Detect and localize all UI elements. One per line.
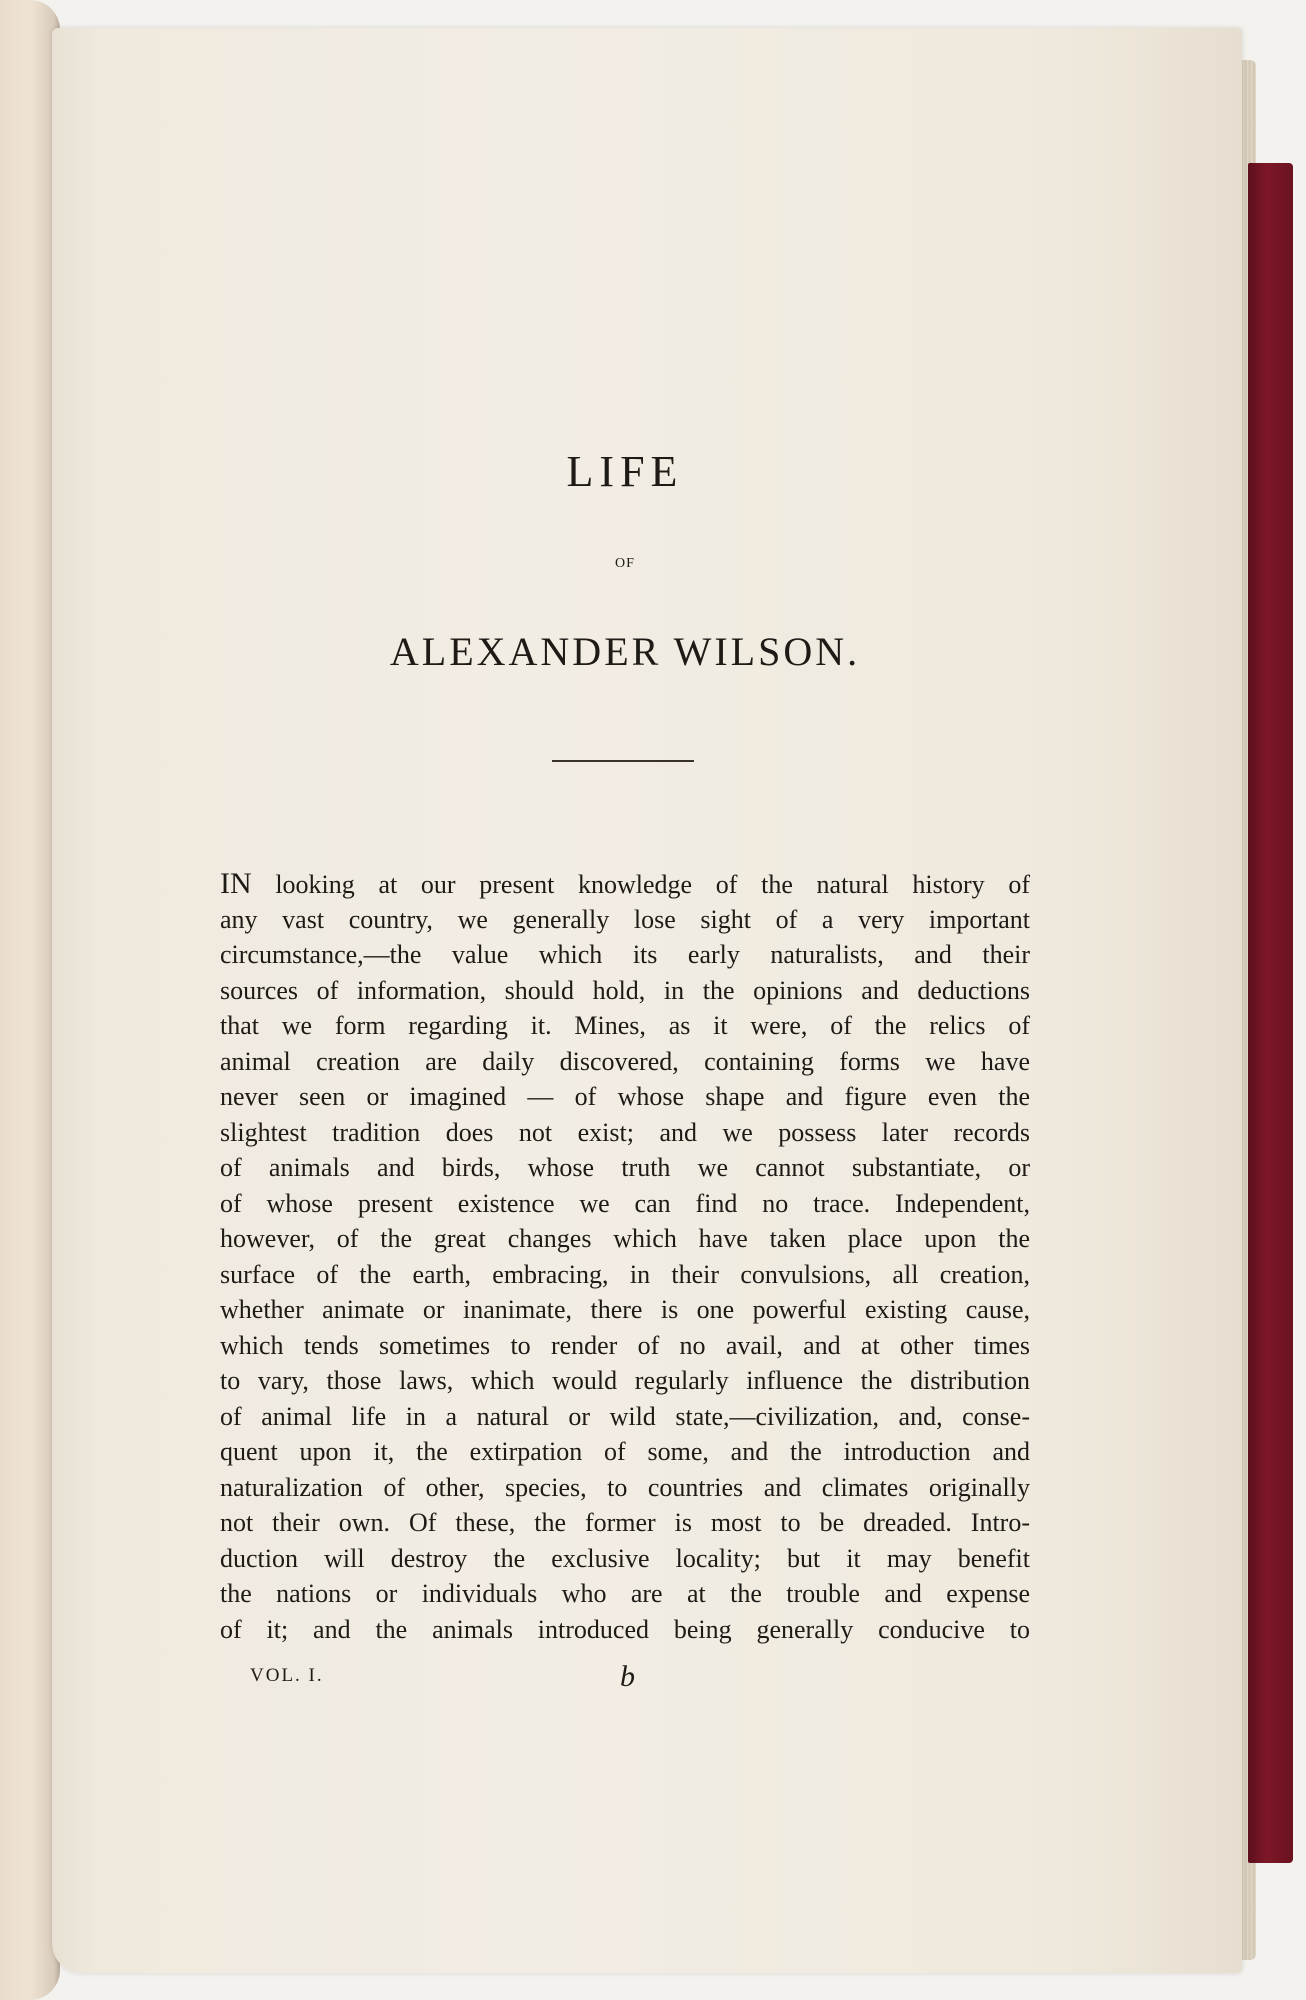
body-line: whether animate or inanimate, there is one powerful existing cause,: [220, 1295, 1030, 1324]
body-line: which tends sometimes to render of no avail, and at other times: [220, 1330, 1030, 1360]
body-line: any vast country, we generally lose sight of a very important: [220, 904, 1030, 934]
body-line: naturalization of other, species, to countries and climates originally: [220, 1472, 1030, 1502]
body-text: [220, 866, 1030, 1647]
footer-volume: VOL. I.: [250, 1665, 324, 1686]
title-name: ALEXANDER WILSON.: [389, 629, 861, 674]
body-line: surface of the earth, embracing, in their convulsions, all creation,: [220, 1259, 1030, 1289]
left-page-edge: [0, 0, 60, 2000]
body-line: that we form regarding it. Mines, as it were, of the relics of: [220, 1011, 1030, 1040]
title-life: LIFE: [566, 447, 684, 496]
body-line: slightest tradition does not exist; and we possess later records: [220, 1117, 1030, 1147]
body-line: not their own. Of these, the former is most to be dreaded. Intro-: [220, 1508, 1030, 1537]
body-line: the nations or individuals who are at the trouble and expense: [220, 1579, 1030, 1608]
body-line: to vary, those laws, which would regularly influence the distribution: [220, 1366, 1030, 1395]
body-line: circumstance,—the value which its early naturalists, and their: [220, 940, 1030, 969]
title-connector: OF: [615, 556, 635, 571]
body-line: of whose present existence we can find no trace. Independent,: [220, 1188, 1030, 1218]
body-line: of animal life in a natural or wild state,—civilization, and, conse-: [220, 1401, 1030, 1431]
drop-cap: IN: [220, 867, 252, 900]
body-line: quent upon it, the extirpation of some, and the introduction and: [220, 1437, 1030, 1466]
book-page: [52, 28, 1242, 1973]
body-line: never seen or imagined — of whose shape and figure even the: [220, 1082, 1030, 1111]
title-rule: [552, 760, 694, 762]
body-line: however, of the great changes which have taken place upon the: [220, 1224, 1030, 1253]
body-line-first: [220, 866, 1030, 902]
body-line: animal creation are daily discovered, containing forms we have: [220, 1046, 1030, 1076]
body-line: duction will destroy the exclusive locality; but it may benefit: [220, 1543, 1030, 1573]
body-line: of animals and birds, whose truth we cannot substantiate, or: [220, 1153, 1030, 1182]
first-line-text: looking at our present knowledge of the natural history of: [251, 870, 1030, 899]
body-line: of it; and the animals introduced being generally conducive to: [220, 1614, 1030, 1644]
footer-signature: b: [620, 1660, 635, 1693]
book-cover-edge: [1248, 163, 1293, 1863]
body-line: sources of information, should hold, in the opinions and deductions: [220, 975, 1030, 1005]
